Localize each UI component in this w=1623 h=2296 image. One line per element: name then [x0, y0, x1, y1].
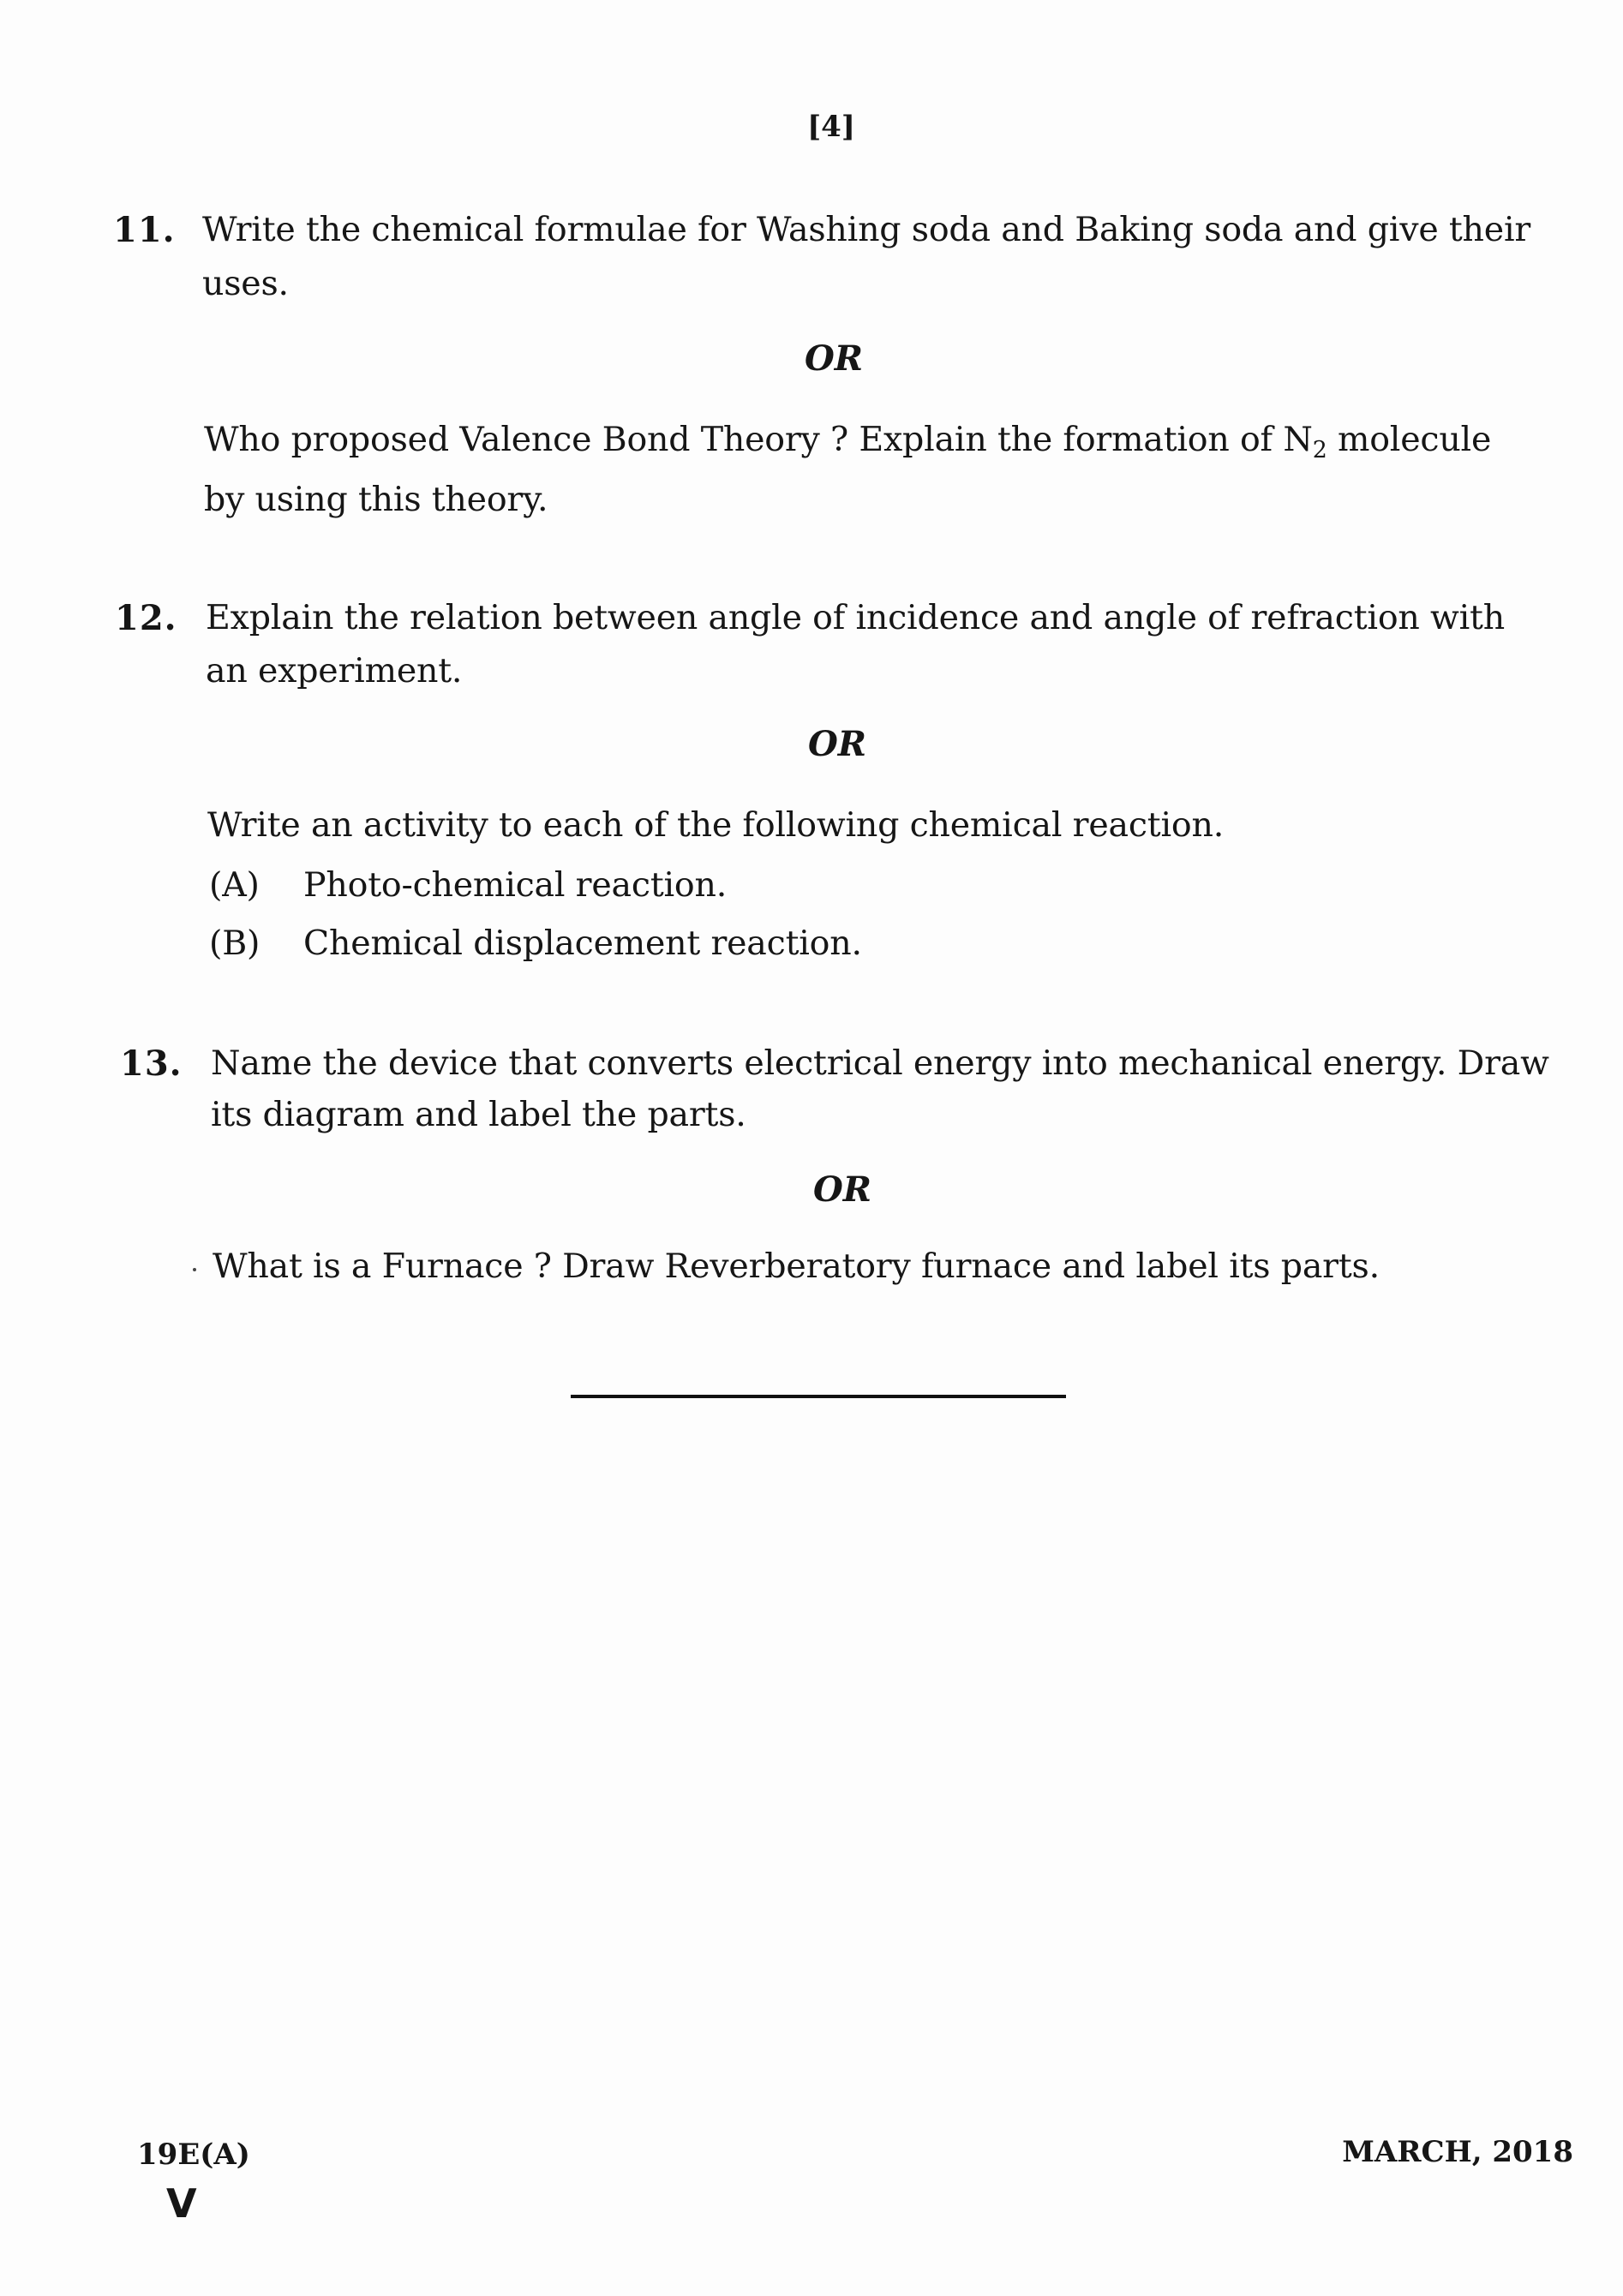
alternative-text-part: molecule — [1327, 420, 1492, 459]
question-text-line: Write the chemical formulae for Washing soda and Baking soda and give their — [202, 210, 1531, 249]
option-text: Chemical displacement reaction. — [303, 924, 862, 963]
alternative-text-part: Who proposed Valence Bond Theory ? Explain the formation of N — [204, 420, 1313, 459]
question-text-line: an experiment. — [206, 651, 463, 691]
subscript: 2 — [1312, 437, 1327, 464]
or-separator: OR — [812, 1169, 872, 1210]
or-separator: OR — [807, 724, 867, 764]
option-text: Photo-chemical reaction. — [303, 865, 728, 905]
question-text-line: Explain the relation between angle of incidence and angle of refraction with — [206, 598, 1505, 637]
end-of-paper-rule — [571, 1395, 1066, 1398]
option-label: (A) — [209, 865, 260, 905]
question-number: 13. — [120, 1043, 183, 1084]
option-a — [209, 865, 727, 905]
or-separator: OR — [804, 338, 864, 379]
question-text-line: its diagram and label the parts. — [211, 1095, 746, 1134]
question-text-line: uses. — [202, 264, 289, 303]
alternative-text-line — [204, 420, 1492, 464]
page-number: [4] — [807, 110, 855, 144]
alternative-text-line: by using this theory. — [204, 480, 548, 519]
exam-date: MARCH, 2018 — [1342, 2135, 1573, 2169]
alternative-intro: Write an activity to each of the following chemical reaction. — [207, 805, 1225, 845]
option-b — [209, 924, 862, 963]
question-text-line: Name the device that converts electrical energy into mechanical energy. Draw — [211, 1043, 1549, 1083]
stray-dot — [193, 1268, 196, 1271]
paper-code: 19E(A) — [137, 2138, 250, 2172]
question-number: 11. — [113, 210, 176, 250]
option-label: (B) — [209, 924, 261, 963]
alternative-text-line: What is a Furnace ? Draw Reverberatory furnace and label its parts. — [213, 1247, 1380, 1286]
version-mark: V — [166, 2180, 197, 2227]
question-number: 12. — [115, 598, 177, 638]
